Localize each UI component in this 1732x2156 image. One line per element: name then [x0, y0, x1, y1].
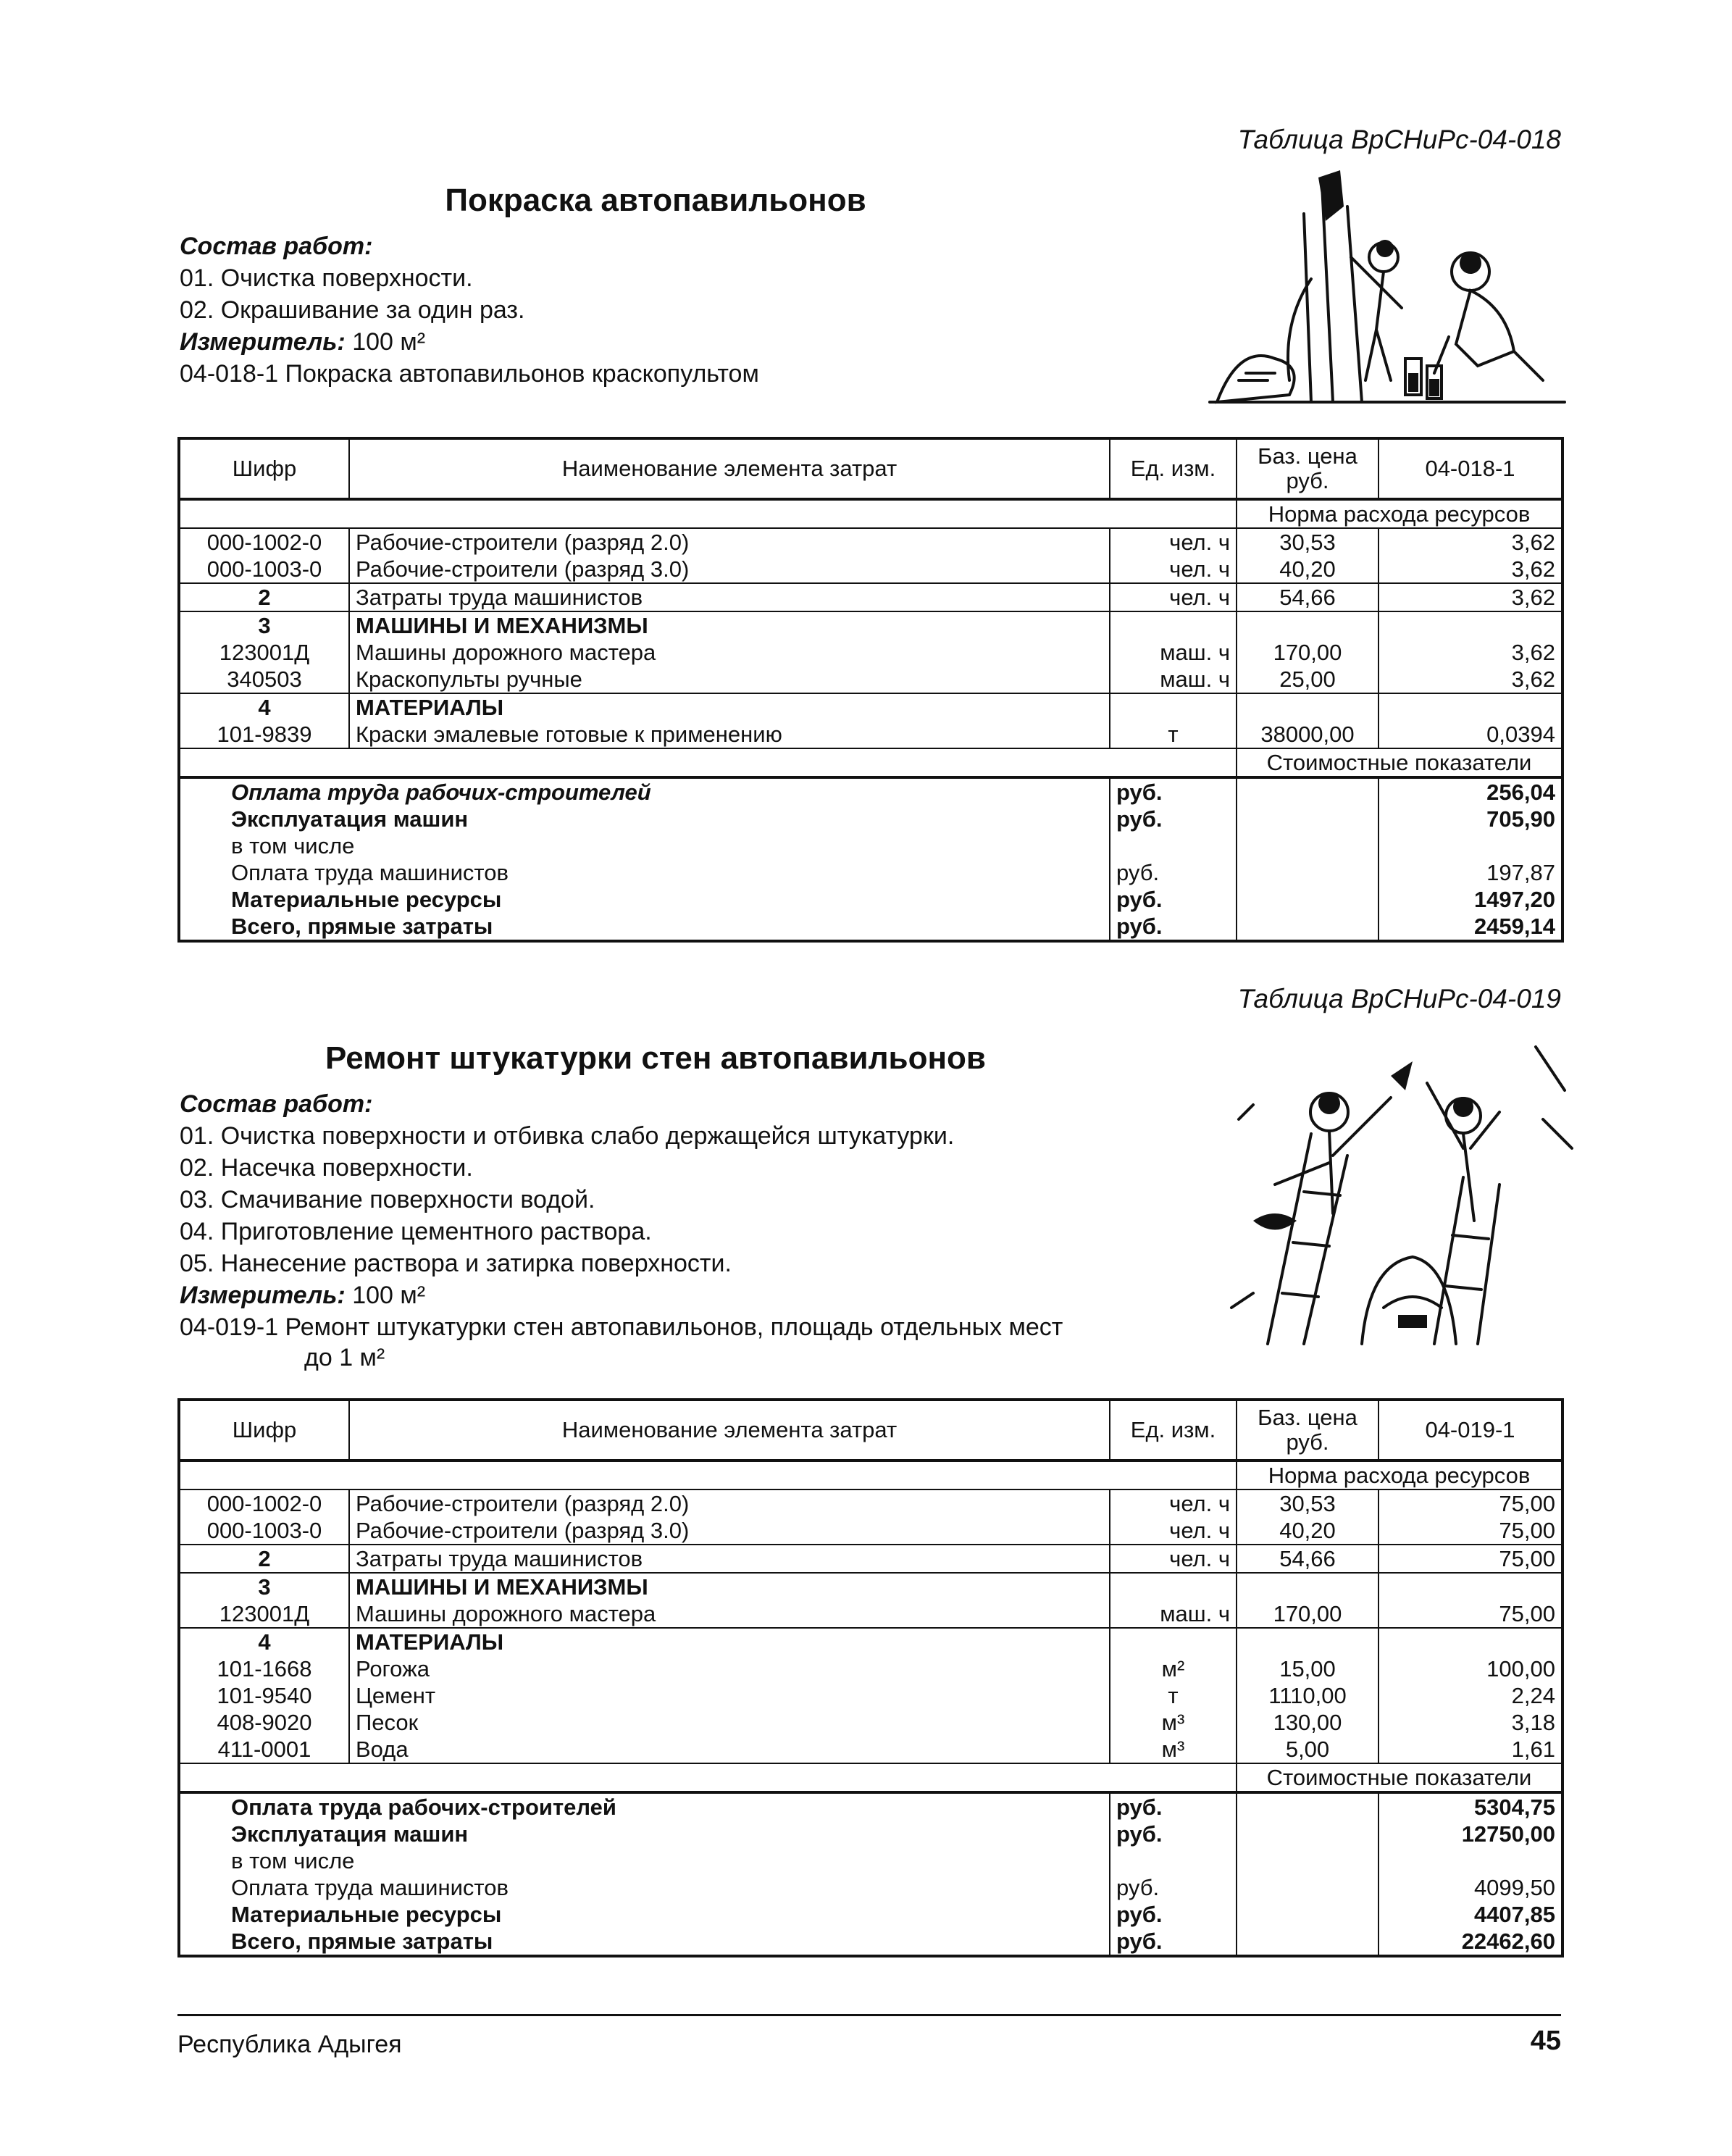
row-unit: чел. ч	[1110, 528, 1237, 556]
work-item-2-5: 05. Нанесение раствора и затирка поверхности.	[180, 1250, 732, 1277]
row-value: 0,0394	[1379, 721, 1562, 748]
norm-row	[179, 1461, 1562, 1489]
row-name: Рабочие-строители (разряд 2.0)	[349, 1489, 1110, 1517]
cost-value: 197,87	[1379, 859, 1562, 886]
table-row	[179, 1655, 1562, 1682]
row-value: 3,62	[1379, 583, 1562, 611]
cost-name: в том числе	[231, 1848, 355, 1873]
table-ref-1: Таблица ВрСНиРс-04-018	[1237, 125, 1561, 154]
row-value: 3,18	[1379, 1709, 1562, 1736]
row-price: 170,00	[1237, 639, 1379, 666]
table-ref-2: Таблица ВрСНиРс-04-019	[1237, 984, 1561, 1014]
header-name: Наименование элемента затрат	[349, 438, 1110, 499]
row-unit: чел. ч	[1110, 1517, 1237, 1545]
row-name: Краски эмалевые готовые к применению	[349, 721, 1110, 748]
cost-value: 22462,60	[1379, 1928, 1562, 1956]
cost-row	[179, 1901, 1562, 1928]
work-item-1-2: 02. Окрашивание за один раз.	[180, 296, 525, 324]
row-price: 5,00	[1237, 1736, 1379, 1763]
row-code: 000-1003-0	[206, 1518, 322, 1543]
cost-name: Эксплуатация машин	[231, 806, 469, 832]
table-row	[179, 1709, 1562, 1736]
row-value: 3,62	[1379, 666, 1562, 693]
cost-name: Материальные ресурсы	[231, 887, 502, 912]
cost-row	[179, 1792, 1562, 1821]
cost-row	[179, 859, 1562, 886]
item-line-1: 04-018-1 Покраска автопавильонов краскопультом	[180, 360, 759, 388]
row-name: МАШИНЫ И МЕХАНИЗМЫ	[349, 611, 1110, 639]
header-col: 04-019-1	[1379, 1400, 1562, 1461]
row-code: 101-9839	[217, 722, 312, 747]
row-name: Рабочие-строители (разряд 2.0)	[349, 528, 1110, 556]
row-price: 1110,00	[1237, 1682, 1379, 1709]
row-price: 15,00	[1237, 1655, 1379, 1682]
row-value: 3,62	[1379, 556, 1562, 583]
cost-label-row	[179, 748, 1562, 777]
row-unit: т	[1110, 1682, 1237, 1709]
table-header-row	[179, 438, 1562, 499]
cost-value: 705,90	[1379, 806, 1562, 832]
cost-name: Всего, прямые затраты	[231, 1929, 493, 1954]
table-row	[179, 556, 1562, 583]
header-code: Шифр	[179, 1400, 349, 1461]
row-name: МАШИНЫ И МЕХАНИЗМЫ	[349, 1573, 1110, 1600]
work-item-2-1: 01. Очистка поверхности и отбивка слабо держащейся штукатурки.	[180, 1122, 955, 1150]
row-price: 54,66	[1237, 583, 1379, 611]
cost-name: Материальные ресурсы	[231, 1902, 502, 1927]
row-code: 3	[179, 611, 349, 639]
row-price: 40,20	[1237, 1517, 1379, 1545]
cost-name: Оплата труда рабочих-строителей	[231, 780, 651, 805]
norm-label: Норма расхода ресурсов	[1237, 1461, 1562, 1489]
table-row	[179, 666, 1562, 693]
row-value: 75,00	[1379, 1545, 1562, 1573]
cost-name: в том числе	[231, 833, 355, 858]
row-code: 411-0001	[217, 1737, 311, 1762]
row-unit: чел. ч	[1110, 1545, 1237, 1573]
page-number: 45	[1530, 2026, 1561, 2056]
row-value: 100,00	[1379, 1655, 1562, 1682]
cost-label: Стоимостные показатели	[1237, 1763, 1562, 1792]
row-code: 4	[179, 1628, 349, 1655]
row-price: 54,66	[1237, 1545, 1379, 1573]
header-name: Наименование элемента затрат	[349, 1400, 1110, 1461]
header-unit: Ед. изм.	[1110, 1400, 1237, 1461]
row-code: 2	[179, 583, 349, 611]
norm-label: Норма расхода ресурсов	[1237, 499, 1562, 528]
row-value: 3,62	[1379, 528, 1562, 556]
cost-unit: руб.	[1110, 806, 1237, 832]
row-name: Машины дорожного мастера	[349, 639, 1110, 666]
row-unit: м³	[1110, 1709, 1237, 1736]
row-name: Краскопульты ручные	[349, 666, 1110, 693]
table-row	[179, 639, 1562, 666]
cost-value: 4407,85	[1379, 1901, 1562, 1928]
cost-row	[179, 1847, 1562, 1874]
table-row	[179, 1736, 1562, 1763]
cost-label: Стоимостные показатели	[1237, 748, 1562, 777]
row-code: 000-1002-0	[179, 528, 349, 556]
row-unit: м³	[1110, 1736, 1237, 1763]
measure-2	[180, 1279, 425, 1311]
work-item-2-3: 03. Смачивание поверхности водой.	[180, 1186, 595, 1213]
estimate-table-2	[177, 1398, 1564, 1957]
table-row	[179, 1517, 1562, 1545]
header-unit: Ед. изм.	[1110, 438, 1237, 499]
work-item-1-1: 01. Очистка поверхности.	[180, 264, 473, 292]
table-row	[179, 1600, 1562, 1628]
cost-row	[179, 1821, 1562, 1847]
row-name: Вода	[349, 1736, 1110, 1763]
measure-value-2: 100 м²	[352, 1282, 426, 1309]
row-name: Песок	[349, 1709, 1110, 1736]
table-row	[179, 1489, 1562, 1517]
row-unit: чел. ч	[1110, 583, 1237, 611]
cost-label-row	[179, 1763, 1562, 1792]
section-title-1: Покраска автопавильонов	[445, 183, 866, 218]
measure-label-2: Измеритель:	[180, 1282, 346, 1309]
row-price: 38000,00	[1237, 721, 1379, 748]
norm-row	[179, 499, 1562, 528]
cost-row	[179, 777, 1562, 806]
cost-value: 256,04	[1379, 777, 1562, 806]
row-unit: маш. ч	[1110, 666, 1237, 693]
row-name: МАТЕРИАЛЫ	[349, 1628, 1110, 1655]
work-item-2-4: 04. Приготовление цементного раствора.	[180, 1218, 652, 1245]
row-name: Затраты труда машинистов	[349, 583, 1110, 611]
composition-label-1: Состав работ:	[180, 233, 373, 260]
cost-value: 5304,75	[1379, 1792, 1562, 1821]
item-line-2-cont: до 1 м²	[304, 1344, 385, 1371]
table-row	[179, 721, 1562, 748]
row-price: 30,53	[1237, 528, 1379, 556]
row-code: 4	[179, 693, 349, 721]
section-title-2: Ремонт штукатурки стен автопавильонов	[325, 1040, 986, 1076]
table-row	[179, 1545, 1562, 1573]
cost-name: Оплата труда рабочих-строителей	[231, 1794, 616, 1820]
row-code: 123001Д	[219, 640, 310, 665]
row-code: 123001Д	[219, 1601, 310, 1626]
cost-unit: руб.	[1110, 913, 1237, 941]
row-name: Цемент	[349, 1682, 1110, 1709]
row-code: 340503	[227, 667, 302, 692]
plastering-workers-illustration	[1224, 1032, 1579, 1351]
cost-unit: руб.	[1110, 1821, 1237, 1847]
row-name: Машины дорожного мастера	[349, 1600, 1110, 1628]
row-value: 3,62	[1379, 639, 1562, 666]
row-value: 2,24	[1379, 1682, 1562, 1709]
cost-name: Эксплуатация машин	[231, 1821, 469, 1847]
cost-value: 2459,14	[1379, 913, 1562, 941]
cost-value: 1497,20	[1379, 886, 1562, 913]
measure-label-1: Измеритель:	[180, 328, 346, 356]
measure-1	[180, 326, 425, 358]
row-code: 101-1668	[217, 1656, 312, 1681]
row-unit: м²	[1110, 1655, 1237, 1682]
row-value: 75,00	[1379, 1517, 1562, 1545]
row-unit: маш. ч	[1110, 1600, 1237, 1628]
cost-row	[179, 1874, 1562, 1901]
row-name: Рогожа	[349, 1655, 1110, 1682]
row-code: 101-9540	[217, 1683, 312, 1708]
row-code: 3	[179, 1573, 349, 1600]
cost-unit: руб.	[1110, 859, 1237, 886]
row-price: 30,53	[1237, 1489, 1379, 1517]
row-code: 000-1002-0	[179, 1489, 349, 1517]
cost-row	[179, 832, 1562, 859]
composition-label-2: Состав работ:	[180, 1090, 373, 1118]
row-price: 130,00	[1237, 1709, 1379, 1736]
row-code: 000-1003-0	[206, 556, 322, 582]
cost-unit: руб.	[1110, 1928, 1237, 1956]
cost-unit: руб.	[1110, 1874, 1237, 1901]
painting-workers-illustration	[1195, 163, 1572, 424]
row-name: МАТЕРИАЛЫ	[349, 693, 1110, 721]
row-unit: чел. ч	[1110, 1489, 1237, 1517]
row-value: 75,00	[1379, 1489, 1562, 1517]
cost-unit: руб.	[1110, 777, 1237, 806]
header-col: 04-018-1	[1379, 438, 1562, 499]
header-price: Баз. цена руб.	[1237, 1400, 1379, 1461]
cost-row	[179, 913, 1562, 941]
row-value: 75,00	[1379, 1600, 1562, 1628]
work-item-2-2: 02. Насечка поверхности.	[180, 1154, 473, 1182]
cost-row	[179, 886, 1562, 913]
table-row	[179, 528, 1562, 556]
row-name: Рабочие-строители (разряд 3.0)	[349, 556, 1110, 583]
row-name: Рабочие-строители (разряд 3.0)	[349, 1517, 1110, 1545]
table-row	[179, 611, 1562, 639]
cost-name: Оплата труда машинистов	[231, 1875, 509, 1900]
table-row	[179, 1628, 1562, 1655]
row-price: 25,00	[1237, 666, 1379, 693]
row-code: 408-9020	[217, 1710, 312, 1735]
cost-row	[179, 806, 1562, 832]
row-price: 170,00	[1237, 1600, 1379, 1628]
cost-unit: руб.	[1110, 1792, 1237, 1821]
cost-unit: руб.	[1110, 1901, 1237, 1928]
header-price: Баз. цена руб.	[1237, 438, 1379, 499]
footer-divider	[177, 2014, 1561, 2016]
header-code: Шифр	[179, 438, 349, 499]
row-value: 1,61	[1379, 1736, 1562, 1763]
table-row	[179, 693, 1562, 721]
row-unit: чел. ч	[1110, 556, 1237, 583]
measure-value-1: 100 м²	[352, 328, 426, 356]
item-line-2: 04-019-1 Ремонт штукатурки стен автопавильонов, площадь отдельных мест	[180, 1313, 1063, 1341]
row-unit: маш. ч	[1110, 639, 1237, 666]
row-name: Затраты труда машинистов	[349, 1545, 1110, 1573]
row-unit: т	[1110, 721, 1237, 748]
row-code: 2	[179, 1545, 349, 1573]
table-row	[179, 1682, 1562, 1709]
row-price: 40,20	[1237, 556, 1379, 583]
estimate-table-1	[177, 437, 1564, 943]
table-header-row	[179, 1400, 1562, 1461]
footer-region: Республика Адыгея	[177, 2031, 402, 2058]
cost-value: 4099,50	[1379, 1874, 1562, 1901]
cost-row	[179, 1928, 1562, 1956]
table-row	[179, 1573, 1562, 1600]
cost-value: 12750,00	[1379, 1821, 1562, 1847]
cost-name: Всего, прямые затраты	[231, 914, 493, 939]
table-row	[179, 583, 1562, 611]
cost-unit: руб.	[1110, 886, 1237, 913]
cost-name: Оплата труда машинистов	[231, 860, 509, 885]
